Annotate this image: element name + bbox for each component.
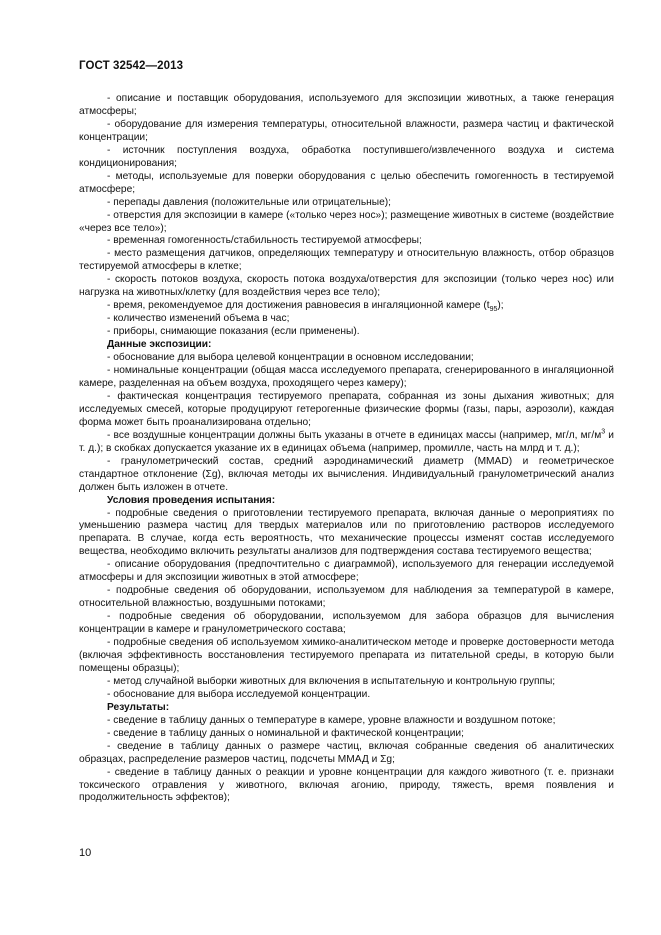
list-item: - отверстия для экспозиции в камере («только через нос»); размещение животных в системе (воздействие «через все тело»);	[79, 209, 614, 234]
list-item: - скорость потоков воздуха, скорость потока воздуха/отверстия для экспозиции (только через нос) или нагрузка на животных/клетку (для воздействия через все тело);	[79, 274, 614, 299]
page-number: 10	[79, 847, 92, 859]
list-item-units	[79, 430, 614, 456]
list-item: - подробные сведения об оборудовании, используемом для наблюдения за температурой в камере, относительной влажностью, воздушными потоками;	[79, 585, 614, 610]
list-item: - номинальные концентрации (общая масса исследуемого препарата, сгенерированного в ингаляционной камере, разделенная на объем воздуха, проходящего через камеру);	[79, 365, 614, 389]
list-item: - фактическая концентрация тестируемого препарата, собранная из зоны дыхания животных; для исследуемых смесей, которые продуцируют гетерогенные физические формы (газы, пары, аэрозоли), каждая форма может быть проанализирована отдельно;	[79, 390, 614, 428]
list-item: - сведение в таблицу данных о температуре в камере, уровне влажности и воздушном потоке;	[107, 714, 556, 726]
list-item: - обоснование для выбора исследуемой концентрации.	[107, 688, 371, 700]
list-item: - описание и поставщик оборудования, используемого для экспозиции животных, а также генерация атмосферы;	[79, 93, 614, 117]
list-item: - методы, используемые для поверки оборудования с целью обеспечить гомогенность в тестируемой атмосфере;	[79, 170, 614, 195]
section-heading-results: Результаты:	[107, 701, 170, 713]
list-item: - место размещения датчиков, определяющих температуру и относительную влажность, отбор образцов тестируемой атмосферы в клетке;	[79, 248, 614, 273]
list-item: - обоснование для выбора целевой концентрации в основном исследовании;	[107, 352, 474, 364]
equilibrium-text: - время, рекомендуемое для достижения равновесия в ингаляционной камере (t	[107, 300, 490, 312]
list-item-equilibrium-time	[79, 300, 614, 313]
list-item: - подробные сведения об используемом химико-аналитическом методе и проверке достоверности метода (включая эффективность восстановления тестируемого препарата из питательной среды, в которую были помещены образцы);	[79, 637, 614, 674]
list-item: - описание оборудования (предпочтительно с диаграммой), используемого для генерации исследуемой атмосферы и для экспозиции животных в этой атмосфере;	[79, 559, 614, 584]
list-item: - количество изменений объема в час;	[107, 313, 290, 325]
list-item: - подробные сведения о приготовлении тестируемого препарата, включая данные о мероприятиях по уменьшению размера частиц для твердых материалов или по приготовлению растворов исследуемого препарата. В случае, когда есть вероятность, что механические процессы изменят состав исследуемого вещества, необходимо включить результаты анализов для подтверждения состава тестируемого вещества;	[79, 507, 614, 558]
list-item: - источник поступления воздуха, обработка поступившего/извлеченного воздуха и система кондиционирования;	[79, 144, 614, 169]
list-item: - сведение в таблицу данных о размере частиц, включая собранные сведения об аналитических образцах, распределение размеров частиц, подсчеты ММАД и Σg;	[79, 740, 614, 765]
section-heading-exposure: Данные экспозиции:	[107, 339, 212, 351]
document-header: ГОСТ 32542—2013	[79, 60, 184, 72]
list-item: - сведение в таблицу данных о реакции и уровне концентрации для каждого животного (т. е. признаки токсического отравления у животного, включая агонию, природу, тяжесть, время появления и продолжительность эффектов);	[79, 766, 614, 804]
t95-subscript: 95	[489, 306, 498, 314]
units-text-end: и т. д.); в скобках допускается указание их в единицах объема (например, промилле, часть на млрд и т. д.);	[79, 429, 614, 454]
units-text: - все воздушные концентрации должны быть указаны в отчете в единицах массы (например, мг/л, мг/м	[107, 429, 602, 441]
section-heading-conditions: Условия проведения испытания:	[107, 494, 276, 506]
list-item: - оборудование для измерения температуры, относительной влажности, размера частиц и фактической концентрации;	[79, 118, 614, 143]
list-item: - гранулометрический состав, средний аэродинамический диаметр (MMAD) и геометрическое стандартное отклонение (Σg), включая методы их вычисления. Индивидуальный гранулометрический анализ должен быть изложен в отчете.	[79, 455, 614, 493]
list-item: - временная гомогенность/стабильность тестируемой атмосферы;	[107, 235, 422, 247]
document-body	[79, 93, 614, 805]
equilibrium-text-end: );	[497, 300, 504, 312]
list-item: - сведение в таблицу данных о номинальной и фактической концентрации;	[107, 727, 464, 739]
list-item: - подробные сведения об оборудовании, используемом для забора образцов для вычисления концентрации в камере и гранулометрического состава;	[79, 611, 614, 636]
list-item: - метод случайной выборки животных для включения в испытательную и контрольную группы;	[107, 675, 556, 687]
list-item: - перепады давления (положительные или отрицательные);	[107, 196, 391, 208]
list-item: - приборы, снимающие показания (если применены).	[107, 326, 360, 338]
cubic-superscript: 3	[601, 428, 606, 436]
